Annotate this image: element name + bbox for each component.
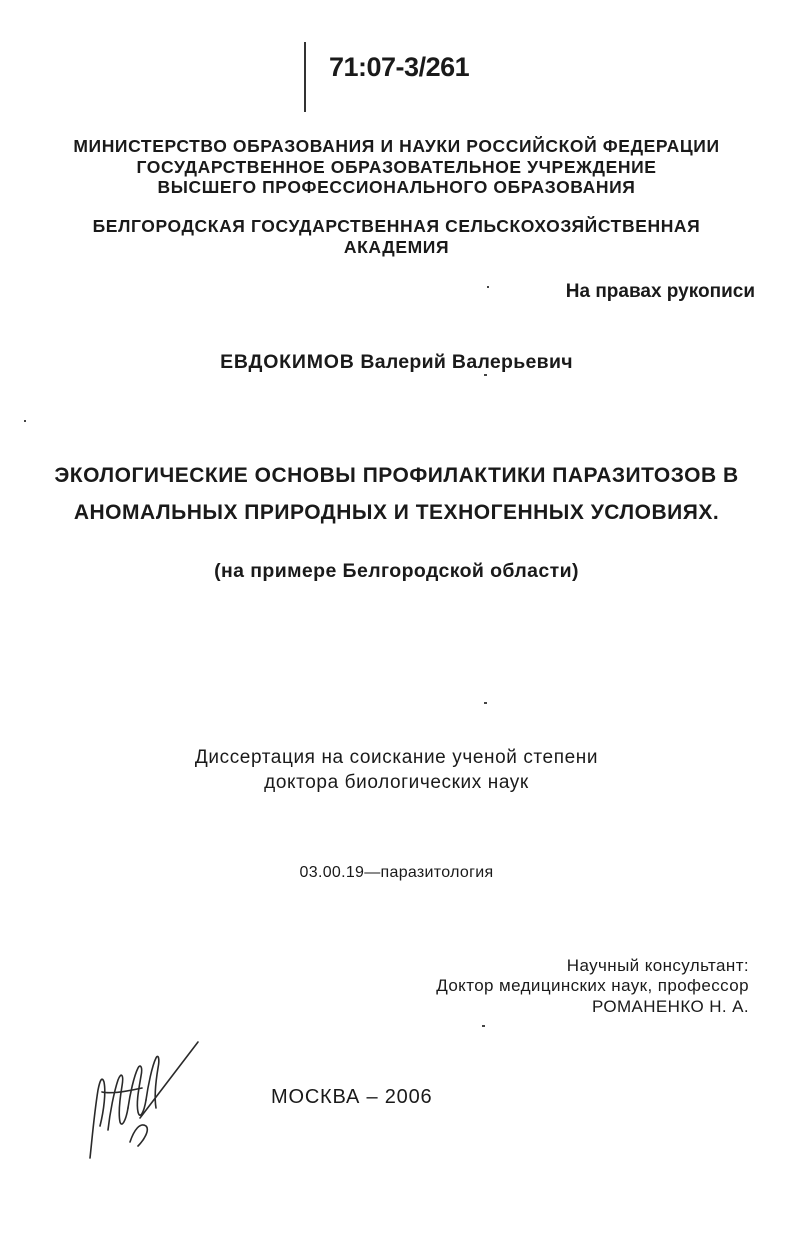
manuscript-rights-note: На правах рукописи xyxy=(565,281,755,302)
author-name xyxy=(0,351,793,374)
title-line-1: ЭКОЛОГИЧЕСКИЕ ОСНОВЫ ПРОФИЛАКТИКИ ПАРАЗИТОЗОВ В xyxy=(54,464,739,487)
scan-speck xyxy=(487,286,489,288)
scan-speck xyxy=(484,702,487,704)
ministry-line-2: ГОСУДАРСТВЕННОЕ ОБРАЗОВАТЕЛЬНОЕ УЧРЕЖДЕНИЕ xyxy=(136,157,657,177)
scan-speck xyxy=(484,374,487,376)
consultant-name: РОМАНЕНКО Н. А. xyxy=(591,997,749,1016)
author-surname: ЕВДОКИМОВ xyxy=(220,351,355,373)
scan-speck xyxy=(24,420,26,422)
title-subtitle: (на примере Белгородской области) xyxy=(214,560,579,582)
thesis-line-2: доктора биологических наук xyxy=(264,772,529,793)
academy-line-2: АКАДЕМИЯ xyxy=(343,237,450,257)
specialty-code: 03.00.19—паразитология xyxy=(299,864,494,881)
title-line-2: АНОМАЛЬНЫХ ПРИРОДНЫХ И ТЕХНОГЕННЫХ УСЛОВИЯХ. xyxy=(73,501,720,524)
ministry-line-3: ВЫСШЕГО ПРОФЕССИОНАЛЬНОГО ОБРАЗОВАНИЯ xyxy=(157,177,636,197)
stamp-divider xyxy=(304,42,306,112)
author-given-names: Валерий Валерьевич xyxy=(360,351,573,373)
handwritten-signature xyxy=(80,1030,220,1170)
thesis-line-1: Диссертация на соискание ученой степени xyxy=(194,747,599,768)
academy-line-1: БЕЛГОРОДСКАЯ ГОСУДАРСТВЕННАЯ СЕЛЬСКОХОЗЯЙСТВЕННАЯ xyxy=(92,216,701,236)
consultant-degree: Доктор медицинских наук, профессор xyxy=(436,976,749,995)
document-number: 71:07-3/261 xyxy=(329,52,470,82)
city-and-year: МОСКВА – 2006 xyxy=(271,1086,433,1108)
consultant-label: Научный консультант: xyxy=(566,956,749,975)
ministry-line-1: МИНИСТЕРСТВО ОБРАЗОВАНИЯ И НАУКИ РОССИЙСКОЙ ФЕДЕРАЦИИ xyxy=(73,136,720,156)
scan-speck xyxy=(482,1025,485,1027)
